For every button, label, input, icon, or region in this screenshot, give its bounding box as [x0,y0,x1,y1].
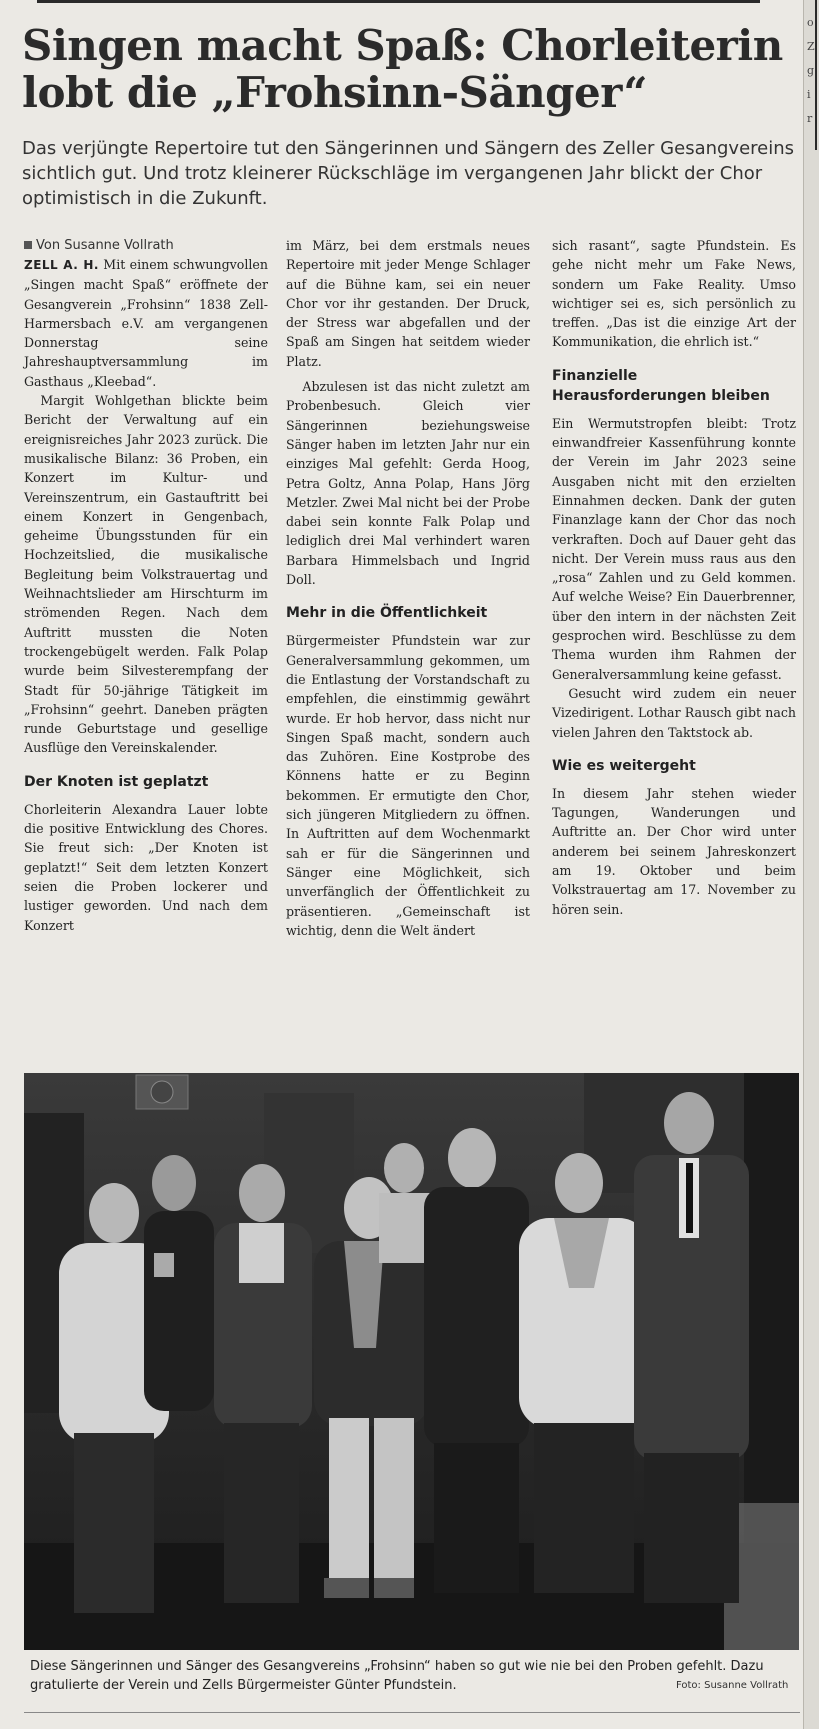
intro-text: Mit einem schwungvollen „Singen macht Spaß“ eröffnete der Gesangverein „Frohsinn“ 1838 Zell-Harmersbach e.V. am vergangenen Donnerstag seine Jahreshauptversammlung im Gasthaus „Kleebad“. [24,257,268,389]
adjacent-column-edge [803,0,819,1729]
paragraph-knoten: Chorleiterin Alexandra Lauer lobte die positive Entwicklung des Chores. Sie freut sich: „Der Knoten ist geplatzt!“ Seit dem letzten Konzert seien die Proben lockerer und lustiger geworden. Und nach dem Konzert [24,801,268,933]
byline-square-icon [24,241,32,249]
edge-fragment: g [807,64,815,77]
group-photo [24,1073,799,1650]
headline-line-2: lobt die „Frohsinn-Sänger“ [22,68,648,117]
intro-paragraph [24,255,268,391]
photo-credit: Foto: Susanne Vollrath [676,1680,789,1691]
edge-fragment: i [807,88,811,101]
paragraph-weiter: In diesem Jahr stehen wieder Tagungen, Wanderungen und Auftritte an. Der Chor wird unter anderem bei seinem Jahreskonzert am 19. Oktober und beim Volkstrauertag am 17. November zu hören sein. [552,785,796,917]
article-column-3 [552,236,796,919]
paragraph-verwaltung: Margit Wohlgethan blickte beim Bericht der Verwaltung auf ein ereignisreiches Jahr 2023 zurück. Die musikalische Bilanz: 36 Proben, ein Konzert im Kultur- und Vereinszentrum, ein Gastauftritt bei einem Konzert in Gengenbach, geheime Übungsstunden für ein Hochzeitslied, die musikalische Begleitung beim Volkstrauertag und Weihnachtslieder am Hirschturm im strömenden Regen. Nach dem Auftritt mussten die Noten trockengebügelt werden. Falk Polap wurde beim Silvesterempfang der Stadt für 50-jährige Tätigkeit im „Frohsinn“ geehrt. Daneben prägten runde Geburtstage und gesellige Ausflüge den Vereinskalender. [24,393,268,756]
headline-line-1: Singen macht Spaß: Chorleiterin [22,21,783,70]
paragraph-probenbesuch: Abzulesen ist das nicht zuletzt am Probenbesuch. Gleich vier Sängerinnen beziehungsweise Sänger haben im letzten Jahr nur ein einziges Mal gefehlt: Gerda Hoog, Petra Goltz, Anna Polap, Hans Jörg Metzler. Zwei Mal nicht bei der Probe dabei sein konnte Falk Polap und lediglich drei Mal verhindert waren Barbara Himmelsbach und Ingrid Doll. [286,379,530,588]
subhead-weiter: Wie es weitergeht [552,757,696,774]
subhead-finanzen: Finanzielle Herausforderungen bleiben [552,367,770,404]
paragraph-oeffentlichkeit-cont: sich rasant“, sagte Pfundstein. Es gehe nicht mehr um Fake News, sondern um Fake Reality. Umso wichtiger sei es, sich persönlich zu treffen. „Das ist die einzige Art der Kommunikation, die ehrlich ist.“ [552,238,796,350]
paragraph-finanzen: Ein Wermutstropfen bleibt: Trotz einwandfreier Kassenführung konnte der Verein im Jahr 2023 seine Ausgaben nicht mit den erzielten Einnahmen decken. Dank der guten Finanzlage kann der Chor das noch verkraften. Doch auf Dauer geht das nicht. Der Verein muss raus aus den „rosa“ Zahlen und zu Geld kommen. Auf welche Weise? Ein Dauerbrenner, über den intern in der nächsten Zeit gesprochen wird. Beschlüsse zu dem Thema wurden ihm Rahmen der Generalversammlung keine gefasst. [552,415,796,682]
article-dek: Das verjüngte Repertoire tut den Sängerinnen und Sängern des Zeller Gesangvereins sichtlich gut. Und trotz kleinerer Rückschläge im vergangenen Jahr blickt der Chor optimistisch in die Zukunft. [22,138,795,209]
paragraph-knoten-cont: im März, bei dem erstmals neues Repertoire mit jeder Menge Schlager auf die Bühne kam, sei ein neuer Chor vor ihr gestanden. Der Druck, der Stress war abgefallen und der Spaß am Singen hat seitdem wieder Platz. [286,238,530,369]
bottom-rule [24,1712,800,1713]
edge-rule [815,0,817,150]
paragraph-vizedirigent: Gesucht wird zudem ein neuer Vizedirigent. Lothar Rausch gibt nach vielen Jahren den Taktstock ab. [552,685,796,740]
byline-author: Von Susanne Vollrath [36,238,174,253]
article-column-1 [24,236,268,935]
photo-caption: Diese Sängerinnen und Sänger des Gesangvereins „Frohsinn“ haben so gut wie nie bei den Proben gefehlt. Dazu gratulierte der Verein und Zells Bürgermeister Günter Pfundstein. [30,1659,764,1693]
top-rule [37,0,760,3]
edge-fragment: r [807,112,813,125]
group-photo-illustration [24,1073,799,1650]
subhead-oeffentlichkeit: Mehr in die Öffentlichkeit [286,605,488,622]
byline [24,236,268,255]
paragraph-oeffentlichkeit: Bürgermeister Pfundstein war zur Generalversammlung gekommen, um die Entlastung der Vorstandschaft zu empfehlen, die einstimmig gewährt wurde. Er hob hervor, dass nicht nur Singen Spaß macht, sondern auch das Zuhören. Eine Kostprobe des Könnens hatte er zu Beginn bekommen. Er ermutigte den Chor, sich jüngeren Mitgliedern zu öffnen. In Auftritten auf dem Wochenmarkt sah er für die Sängerinnen und Sänger eine Möglichkeit, sich unverfänglich der Öffentlichkeit zu präsentieren. „Gemeinschaft ist wichtig, denn die Welt ändert [286,633,530,938]
edge-fragment: o [807,16,814,29]
article-column-2 [286,236,530,940]
headline [22,22,802,116]
subhead-knoten: Der Knoten ist geplatzt [24,773,209,790]
dateline: ZELL A. H. [24,258,99,272]
edge-fragment: Z [807,40,815,53]
